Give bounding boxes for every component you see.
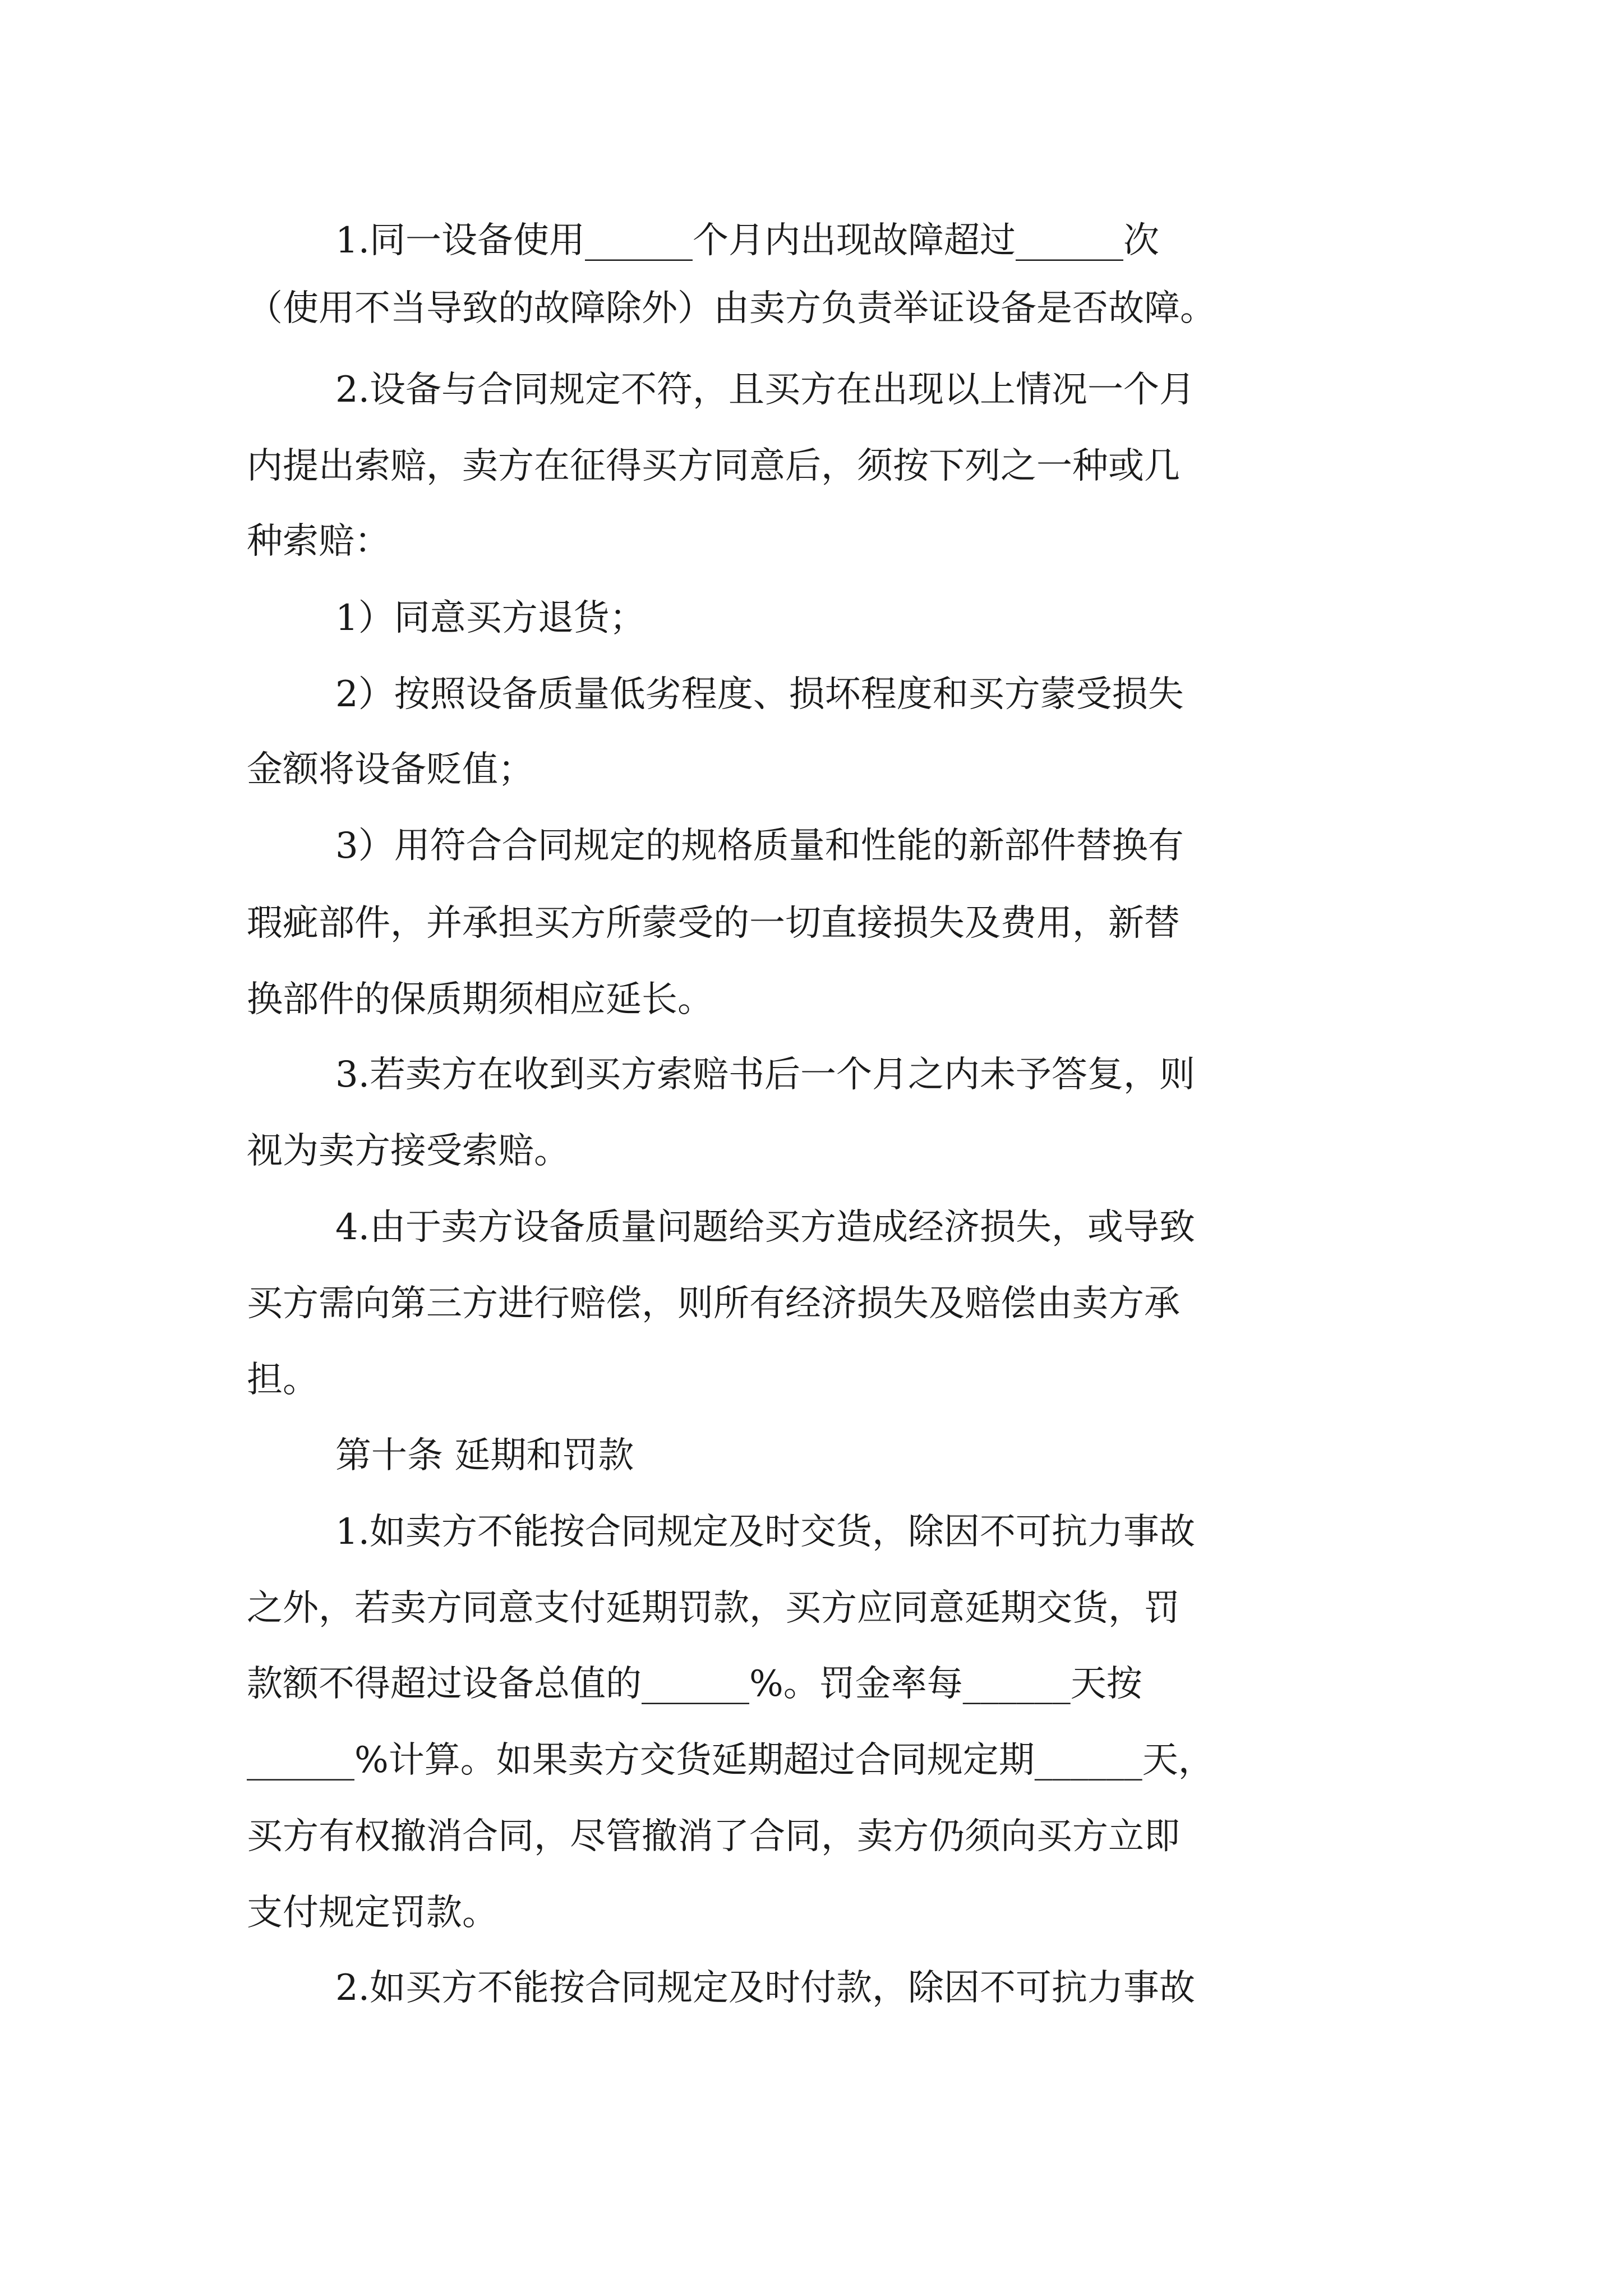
text-line: 内提出索赔，卖方在征得买方同意后，须按下列之一种或几 (247, 445, 1180, 487)
text-line: 支付规定罚款。 (247, 1892, 498, 1934)
text-line: 1.如卖方不能按合同规定及时交货，除因不可抗力事故 (335, 1511, 1196, 1553)
text-line: 3）用符合合同规定的规格质量和性能的新部件替换有 (335, 825, 1184, 867)
text-line: 金额将设备贬值； (247, 749, 534, 790)
text-line: 1）同意买方退货； (335, 597, 645, 639)
text-line: 种索赔： (247, 521, 390, 562)
text-line: 款额不得超过设备总值的______%。罚金率每______天按 (247, 1663, 1142, 1705)
text-line: 1.同一设备使用______个月内出现故障超过______次 (335, 220, 1160, 261)
text-line: 2.设备与合同规定不符，且买方在出现以上情况一个月 (335, 369, 1196, 411)
text-line: （使用不当导致的故障除外）由卖方负责举证设备是否故障。 (247, 288, 1216, 329)
text-line: 瑕疵部件，并承担买方所蒙受的一切直接损失及费用，新替 (247, 903, 1180, 944)
text-line: 换部件的保质期须相应延长。 (247, 979, 713, 1020)
text-line: 4.由于卖方设备质量问题给买方造成经济损失，或导致 (335, 1207, 1196, 1248)
text-line: 视为卖方接受索赔。 (247, 1130, 570, 1172)
text-line: 担。 (247, 1359, 319, 1401)
text-line: 2.如买方不能按合同规定及时付款，除因不可抗力事故 (335, 1967, 1196, 2009)
text-line: 2）按照设备质量低劣程度、损坏程度和买方蒙受损失 (335, 674, 1184, 715)
text-line: 之外，若卖方同意支付延期罚款，买方应同意延期交货，罚 (247, 1588, 1180, 1629)
text-line: 买方需向第三方进行赔偿，则所有经济损失及赔偿由卖方承 (247, 1283, 1180, 1324)
section-heading: 第十条 延期和罚款 (335, 1435, 634, 1476)
text-line: ______%计算。如果卖方交货延期超过合同规定期______天， (247, 1740, 1214, 1781)
text-line: 3.若卖方在收到买方索赔书后一个月之内未予答复，则 (335, 1054, 1196, 1096)
text-line: 买方有权撤消合同，尽管撤消了合同，卖方仍须向买方立即 (247, 1816, 1180, 1857)
